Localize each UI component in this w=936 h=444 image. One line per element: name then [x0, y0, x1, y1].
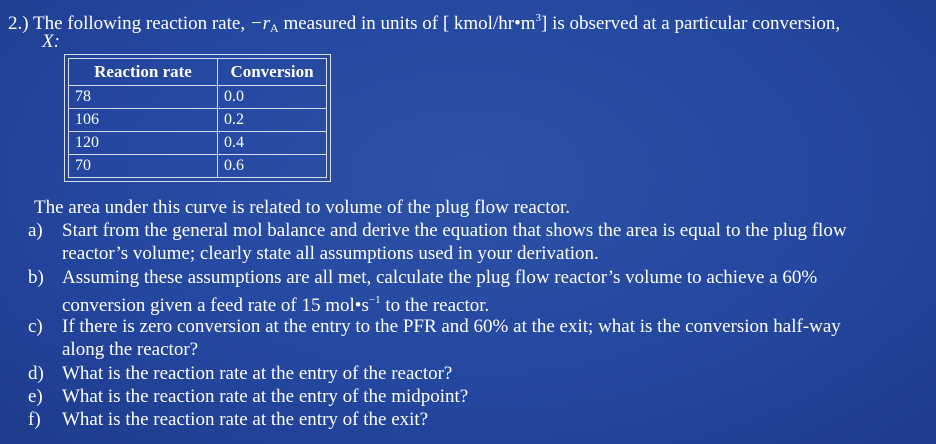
table-row	[69, 109, 327, 132]
item-text: Start from the general mol balance and derive the equation that shows the area is equal to the plug flow reactor’s volume; clearly state all assumptions used in your derivation.	[62, 220, 847, 264]
conversion-cell: 0.0	[218, 86, 327, 109]
item-label: d)	[28, 363, 44, 384]
item-text: Assuming these assumptions are all met, calculate the plug flow reactor’s volume to achieve a 60% conversion given a feed rate of 15 $mol•s^{-1}$ to the reactor.	[62, 267, 818, 316]
header-reaction-rate: Reaction rate	[69, 59, 218, 86]
question-suffix: ] is observed at a particular conversion,	[541, 13, 841, 34]
item-label: a)	[28, 220, 43, 241]
rate-conversion-table	[68, 58, 327, 178]
question-prefix: 2.) The following reaction rate,	[8, 13, 250, 34]
rate-cell: 106	[69, 109, 218, 132]
header-conversion: Conversion	[218, 59, 327, 86]
table-row	[69, 132, 327, 155]
item-text: What is the reaction rate at the entry of the exit?	[62, 409, 429, 430]
item-text: What is the reaction rate at the entry of the midpoint?	[62, 386, 469, 407]
rate-symbol: $-r_A$	[249, 13, 279, 35]
conversion-symbol: X:	[42, 31, 60, 52]
item-label: f)	[28, 409, 41, 430]
item-label: c)	[28, 316, 43, 337]
question-units: measured in units of [ kmol/hr•m	[278, 13, 536, 34]
rate-cell: 120	[69, 132, 218, 155]
table-header-row	[69, 59, 327, 86]
rate-cell: 70	[69, 155, 218, 178]
question-header	[8, 6, 928, 52]
unit-exponent: 3	[535, 12, 541, 24]
conversion-cell: 0.4	[218, 132, 327, 155]
item-label: b)	[28, 267, 44, 288]
table-row	[69, 155, 327, 178]
conversion-cell: 0.2	[218, 109, 327, 132]
conversion-cell: 0.6	[218, 155, 327, 178]
table-row	[69, 86, 327, 109]
rate-cell: 78	[69, 86, 218, 109]
item-text: What is the reaction rate at the entry of the reactor?	[62, 363, 453, 384]
item-text: If there is zero conversion at the entry to the PFR and 60% at the exit; what is the conversion half-way along the reactor?	[62, 316, 841, 360]
intro-text: The area under this curve is related to volume of the plug flow reactor.	[34, 197, 571, 218]
item-label: e)	[28, 386, 43, 407]
